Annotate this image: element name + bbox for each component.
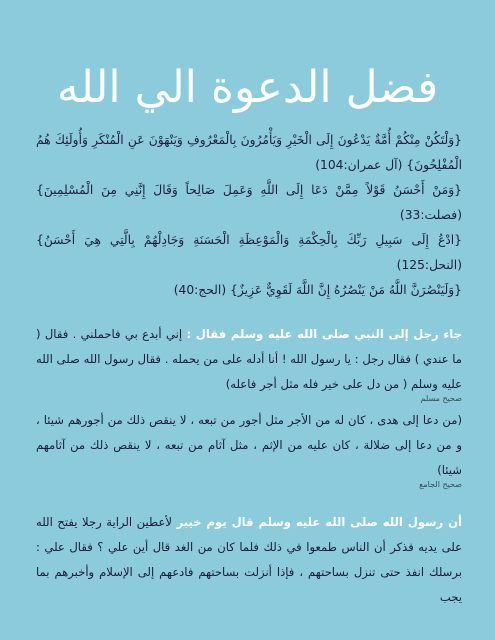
hadith-block	[36, 322, 462, 407]
hadith-text	[36, 322, 462, 397]
hadith-text	[36, 408, 462, 483]
hadith-body: إني أبدع بي فاحملني . فقال ( ما عندي ) فقال رجل : يا رسول الله ! أنا أدله على من يحمله . فقال رسول الله صلى الله عليه وسلم ( من دل على خير فله مثل أجر فاعله)	[36, 327, 462, 391]
quran-verses	[36, 128, 462, 303]
hadith-body: (من دعا إلى هدى ، كان له من الأجر مثل أجور من تبعه ، لا ينقص ذلك من أجورهم شيئا ، و من دعا إلى ضلالة ، كان عليه من الإثم ، مثل آثام من تبعه ، لا ينقص ذلك من آثامهم شيئا)	[36, 413, 462, 477]
verse-hajj: {وَلَيَنْصُرَنَّ اللَّهُ مَنْ يَنْصُرُهُ إِنَّ اللَّهَ لَقَوِيٌّ عَزِيزٌ} (الحج:40)	[173, 283, 462, 297]
verse-fussilat: {وَمَنْ أَحْسَنُ قَوْلاً مِمَّنْ دَعَا إِلَى اللَّهِ وَعَمِلَ صَالِحاً وَقَالَ إِنَّنِي مِنَ الْمُسْلِمِينَ} (فصلت:33)	[36, 183, 462, 222]
hadith-source: صحيح مسلم	[420, 394, 462, 403]
hadith-block	[36, 510, 462, 610]
hadith-lead: أن رسول الله صلى الله عليه وسلم قال يوم خيبر	[176, 515, 463, 529]
hadith-block	[36, 408, 462, 493]
hadith-body: لأعطين الراية رجلا يفتح الله على يديه فذكر أن الناس طمعوا في ذلك فلما كان من الغد قال أين علي ؟ فقال علي : برسلك انفذ حتى تنزل بساحتهم ، فإذا أنزلت بساحتهم فادعهم إلى الإسلام وأخبرهم بما يجب	[36, 515, 462, 604]
hadith-source: صحيح الجامع	[419, 480, 462, 489]
verse-aal-imran: {وَلْتَكُنْ مِنْكُمْ أُمَّةٌ يَدْعُونَ إِلَى الْخَيْرِ وَيَأْمُرُونَ بِالْمَعْرُوفِ وَيَنْهَوْنَ عَنِ الْمُنْكَرِ وَأُولَئِكَ هُمُ الْمُفْلِحُونَ} (آل عمران:104)	[36, 133, 462, 172]
hadith-lead: جاء رجل إلى النبي صلى الله عليه وسلم فقال :	[186, 327, 463, 341]
page-title: فضل الدعوة الي الله	[56, 62, 439, 113]
hadith-text	[36, 510, 462, 610]
verse-nahl: {ادْعُ إِلَى سَبِيلِ رَبِّكَ بِالْحِكْمَةِ وَالْمَوْعِظَةِ الْحَسَنَةِ وَجَادِلْهُمْ بِالَّتِي هِيَ أَحْسَنُ} (النحل:125)	[36, 233, 462, 272]
